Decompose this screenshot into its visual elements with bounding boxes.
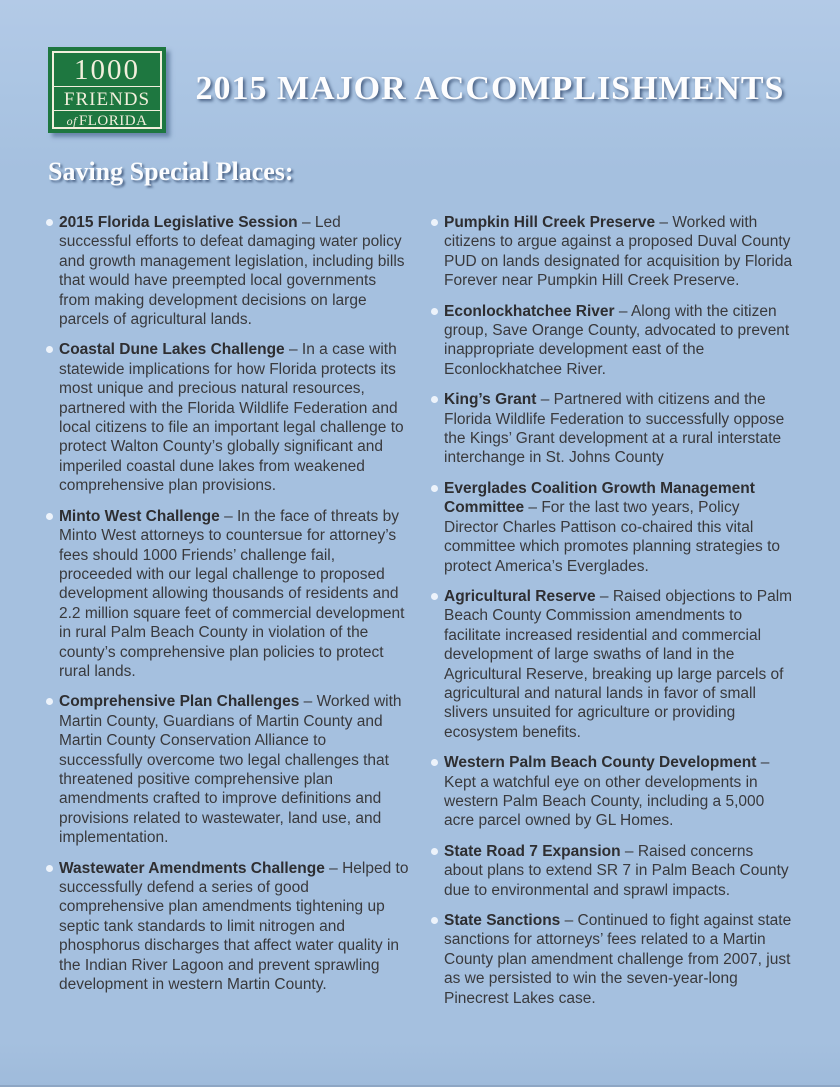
bullet-icon [46, 346, 53, 353]
left-column [48, 213, 409, 1019]
section-heading: Saving Special Places: [48, 157, 294, 186]
item-text: Helped to successfully defend a series of good comprehensive plan amendments tightening up septic tank standards to limit nitrogen and phosphorus discharges that affect water quality in the Indian River Lagoon and prevent sprawling development in western Martin County. [59, 859, 409, 994]
logo-line-1000: 1000 [74, 54, 140, 86]
item-title: Agricultural Reserve [444, 587, 596, 605]
bullet-icon [46, 219, 53, 226]
list-item: Western Palm Beach County Development – Kept a watchful eye on other developments in western Palm Beach County, including a 5,000 acre parcel owned by GL Homes. [433, 753, 794, 831]
bullet-icon [431, 759, 438, 766]
list-item: Everglades Coalition Growth Management Committee – For the last two years, Policy Director Charles Pattison co-chaired this vital committee which promotes planning strategies to protect America’s Everglades. [433, 479, 794, 576]
item-text: Along with the citizen group, Save Orange County, advocated to prevent inappropriate development east of the Econlockhatchee River. [444, 302, 790, 378]
bullet-icon [46, 513, 53, 520]
item-title: State Road 7 Expansion [444, 842, 621, 860]
list-item: 2015 Florida Legislative Session – Led successful efforts to defeat damaging water policy and growth management legislation, including bills that would have preempted local governments from making development decisions on large parcels of agricultural lands. [48, 213, 409, 329]
item-title: Minto West Challenge [59, 507, 220, 525]
left-accomplishments-list [48, 213, 409, 994]
list-item: State Road 7 Expansion – Raised concerns about plans to extend SR 7 in Palm Beach County due to environmental and sprawl impacts. [433, 842, 794, 900]
accomplishments-columns [48, 213, 794, 1019]
item-text: For the last two years, Policy Director Charles Pattison co-chaired this vital committee which promotes planning strategies to protect America’s Everglades. [444, 499, 780, 575]
item-title: Coastal Dune Lakes Challenge [59, 341, 285, 359]
logo-line-of-florida [54, 110, 160, 132]
bullet-icon [46, 698, 53, 705]
logo-of-word: of [66, 114, 77, 128]
list-item: State Sanctions – Continued to fight against state sanctions for attorneys’ fees related to a Martin County plan amendment challenge from 2007, just as we persisted to win the seven-year-long Pinecrest Lakes case. [433, 911, 794, 1008]
logo-1000-friends-of-florida [48, 47, 166, 133]
bullet-icon [431, 593, 438, 600]
item-title: King’s Grant [444, 391, 537, 409]
bullet-icon [431, 848, 438, 855]
list-item: Agricultural Reserve – Raised objections to Palm Beach County Commission amendments to facilitate increased residential and commercial development of large swaths of land in the Agricultural Reserve, breaking up large parcels of agricultural and natural lands in favor of small slivers unsuited for agriculture or providing ecosystem benefits. [433, 587, 794, 742]
list-item: Econlockhatchee River – Along with the citizen group, Save Orange County, advocated to prevent inappropriate development east of the Econlockhatchee River. [433, 302, 794, 380]
list-item: Wastewater Amendments Challenge – Helped to successfully defend a series of good comprehensive plan amendments tightening up septic tank standards to limit nitrogen and phosphorus discharges that affect water quality in the Indian River Lagoon and prevent sprawling development in western Martin County. [48, 859, 409, 995]
item-text: Worked with citizens to argue against a proposed Duval County PUD on lands designated for acquisition by Florida Forever near Pumpkin Hill Creek Preserve. [444, 214, 793, 290]
item-title: Wastewater Amendments Challenge [59, 859, 325, 877]
bullet-icon [431, 485, 438, 492]
item-text: Raised concerns about plans to extend SR 7 in Palm Beach County due to environmental and sprawl impacts. [444, 842, 789, 899]
item-text: In the face of threats by Minto West attorneys to countersue for attorney’s fees should 1000 Friends’ challenge fail, proceeded with our legal challenge to proposed development allowing thousands of residents and 2.2 million square feet of commercial development in rural Palm Beach County in violation of the county’s comprehensive plan policies to protect rural lands. [59, 507, 405, 680]
logo-florida-word: FLORIDA [78, 113, 148, 129]
item-text: Raised objections to Palm Beach County Commission amendments to facilitate increased residential and commercial development of large swaths of land in the Agricultural Reserve, breaking up large parcels of agricultural and natural lands in favor of small slivers unsuited for agriculture or providing ecosystem benefits. [444, 587, 793, 741]
list-item: King’s Grant – Partnered with citizens and the Florida Wildlife Federation to successfully oppose the Kings’ Grant development at a rural interstate interchange in St. Johns County [433, 390, 794, 468]
list-item: Pumpkin Hill Creek Preserve – Worked with citizens to argue against a proposed Duval County PUD on lands designated for acquisition by Florida Forever near Pumpkin Hill Creek Preserve. [433, 213, 794, 291]
logo-line-friends: FRIENDS [54, 86, 160, 110]
bullet-icon [431, 917, 438, 924]
bullet-icon [431, 396, 438, 403]
right-accomplishments-list [433, 213, 794, 1008]
list-item: Minto West Challenge – In the face of threats by Minto West attorneys to countersue for attorney’s fees should 1000 Friends’ challenge fail, proceeded with our legal challenge to proposed development allowing thousands of residents and 2.2 million square feet of commercial development in rural Palm Beach County in violation of the county’s comprehensive plan policies to protect rural lands. [48, 507, 409, 682]
item-title: State Sanctions [444, 912, 561, 929]
list-item: Comprehensive Plan Challenges – Worked with Martin County, Guardians of Martin County and Martin County Conservation Alliance to successfully overcome two legal challenges that threatened positive comprehensive plan amendments crafted to improve definitions and provisions related to wastewater, land use, and implementation. [48, 692, 409, 847]
item-text: Kept a watchful eye on other developments in western Palm Beach County, including a 5,000 acre parcel owned by GL Homes. [444, 773, 765, 830]
item-text: Led successful efforts to defeat damaging water policy and growth management legislation, including bills that would have preempted local governments from making development decisions on large parcels of agricultural lands. [59, 214, 405, 329]
item-title: Pumpkin Hill Creek Preserve [444, 214, 656, 231]
item-title: Comprehensive Plan Challenges [59, 693, 300, 711]
item-text: Worked with Martin County, Guardians of Martin County and Martin County Conservation Alliance to successfully overcome two legal challenges that threatened positive comprehensive plan amendments crafted to improve definitions and provisions related to wastewater, land use, and implementation. [59, 693, 402, 847]
bullet-icon [431, 219, 438, 226]
item-text: Continued to fight against state sanctions for attorneys’ fees related to a Martin County plan amendment challenge from 2007, just as we persisted to win the seven-year-long Pinecrest Lakes case. [444, 912, 792, 1007]
logo-inner-frame [52, 51, 162, 129]
list-item: Coastal Dune Lakes Challenge – In a case with statewide implications for how Florida protects its most unique and precious natural resources, partnered with the Florida Wildlife Federation and local citizens to file an important legal challenge to protect Walton County’s globally significant and imperiled coastal dune lakes from weakened comprehensive plan provisions. [48, 340, 409, 495]
item-title: Everglades Coalition Growth Management Committee [444, 479, 755, 517]
item-title: Western Palm Beach County Development [444, 754, 757, 772]
item-title: Econlockhatchee River [444, 302, 615, 320]
item-text: Partnered with citizens and the Florida Wildlife Federation to successfully oppose the Kings’ Grant development at a rural interstate interchange in St. Johns County [444, 391, 785, 467]
bullet-icon [46, 865, 53, 872]
page-title: 2015 MAJOR ACCOMPLISHMENTS [195, 70, 785, 107]
bullet-icon [431, 308, 438, 315]
item-text: In a case with statewide implications for how Florida protects its most unique and precious natural resources, partnered with the Florida Wildlife Federation and local citizens to file an important legal challenge to protect Walton County’s globally significant and imperiled coastal dune lakes from weakened comprehensive plan provisions. [59, 341, 404, 495]
right-column [433, 213, 794, 1019]
item-title: 2015 Florida Legislative Session [59, 214, 298, 231]
